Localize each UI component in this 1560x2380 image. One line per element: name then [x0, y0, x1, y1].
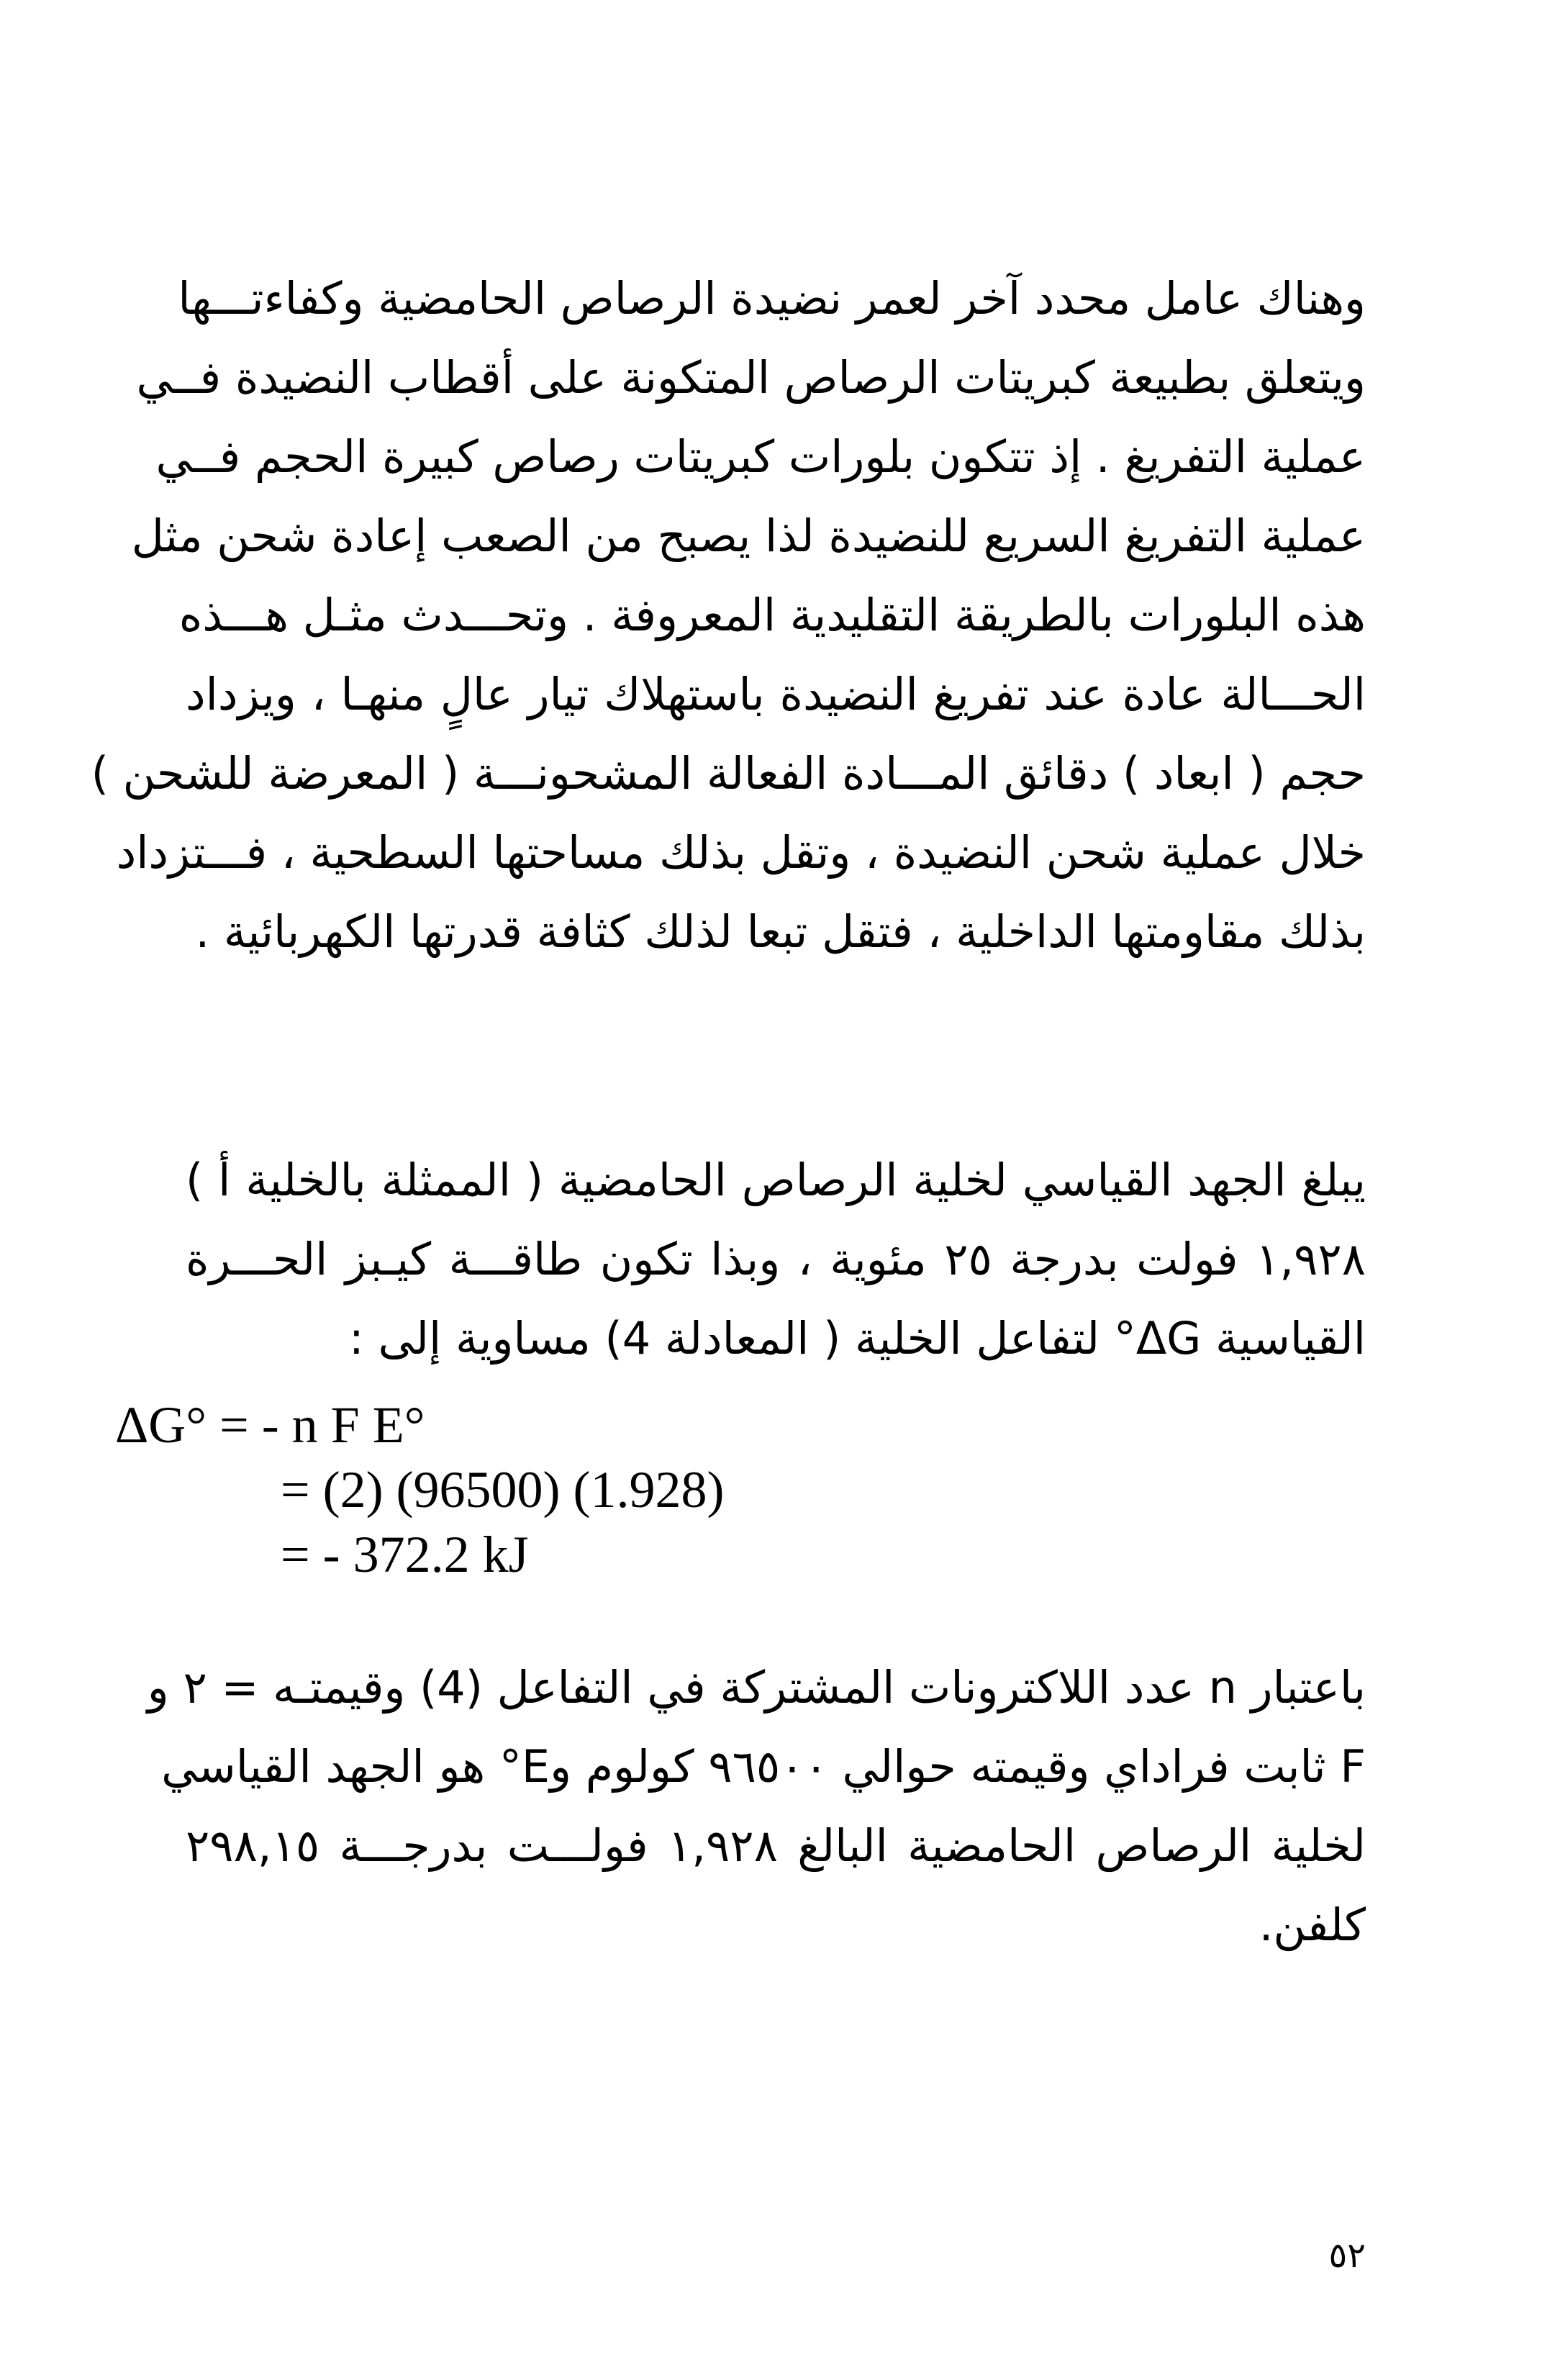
text-line: وهناك عامل محدد آخر لعمر نضيدة الرصاص الحامضية وكفاءتـــها — [178, 272, 1366, 325]
equation-line: = (2) (96500) (1.928) — [281, 1461, 725, 1519]
paragraph-lead-acid-crystals — [91, 259, 1366, 972]
text-line: حجم ( ابعاد ) دقائق المـــادة الفعالة المشحونـــة ( المعرضة للشحن ) — [91, 747, 1366, 800]
text-line: كلفن. — [1259, 1899, 1366, 1951]
gibbs-energy-equation — [115, 1393, 724, 1587]
page-number: ٥٢ — [1328, 2235, 1366, 2276]
paragraph-variable-definitions — [147, 1648, 1366, 1965]
text-line: الحـــالة عادة عند تفريغ النضيدة باستهلاك تيار عالٍ منهـا ، ويزداد — [186, 668, 1366, 720]
text-line: عملية التفريغ السريع للنضيدة لذا يصبح من الصعب إعادة شحن مثل — [131, 510, 1366, 562]
text-line: القياسية ΔG° لتفاعل الخلية ( المعادلة 4) مساوية إلى : — [348, 1312, 1366, 1365]
paragraph-standard-potential — [186, 1141, 1366, 1378]
text-line: يبلغ الجهد القياسي لخلية الرصاص الحامضية ( الممثلة بالخلية أ ) — [186, 1154, 1366, 1206]
text-line: بذلك مقاومتها الداخلية ، فتقل تبعا لذلك كثافة قدرتها الكهربائية . — [195, 905, 1366, 958]
text-line: ويتعلق بطبيعة كبريتات الرصاص المتكونة على أقطاب النضيدة فــي — [136, 351, 1366, 404]
text-line: لخلية الرصاص الحامضية البالغ ١,٩٢٨ فولـــت بدرجـــة ٢٩٨,١٥ — [186, 1819, 1366, 1872]
equation-line: = - 372.2 kJ — [281, 1526, 529, 1583]
text-line: باعتبار n عدد اللاكترونات المشتركة في التفاعل (4) وقيمتـه = ٢ و — [147, 1661, 1366, 1714]
text-line: خلال عملية شحن النضيدة ، وتقل بذلك مساحتها السطحية ، فـــتزداد — [116, 826, 1366, 879]
text-line: عملية التفريغ . إذ تتكون بلورات كبريتات رصاص كبيرة الحجم فــي — [155, 430, 1366, 483]
text-line: F ثابت فراداي وقيمته حوالي ٩٦٥٠٠ كولوم وE° هو الجهد القياسي — [161, 1740, 1366, 1793]
text-line: هذه البلورات بالطريقة التقليدية المعروفة . وتحـــدث مثـل هـــذه — [178, 589, 1366, 641]
text-line: ١,٩٢٨ فولت بدرجة ٢٥ مئوية ، وبذا تكون طاقـــة كيـبز الحـــرة — [186, 1233, 1366, 1285]
equation-line: ΔG° = - n F E° — [115, 1396, 425, 1454]
